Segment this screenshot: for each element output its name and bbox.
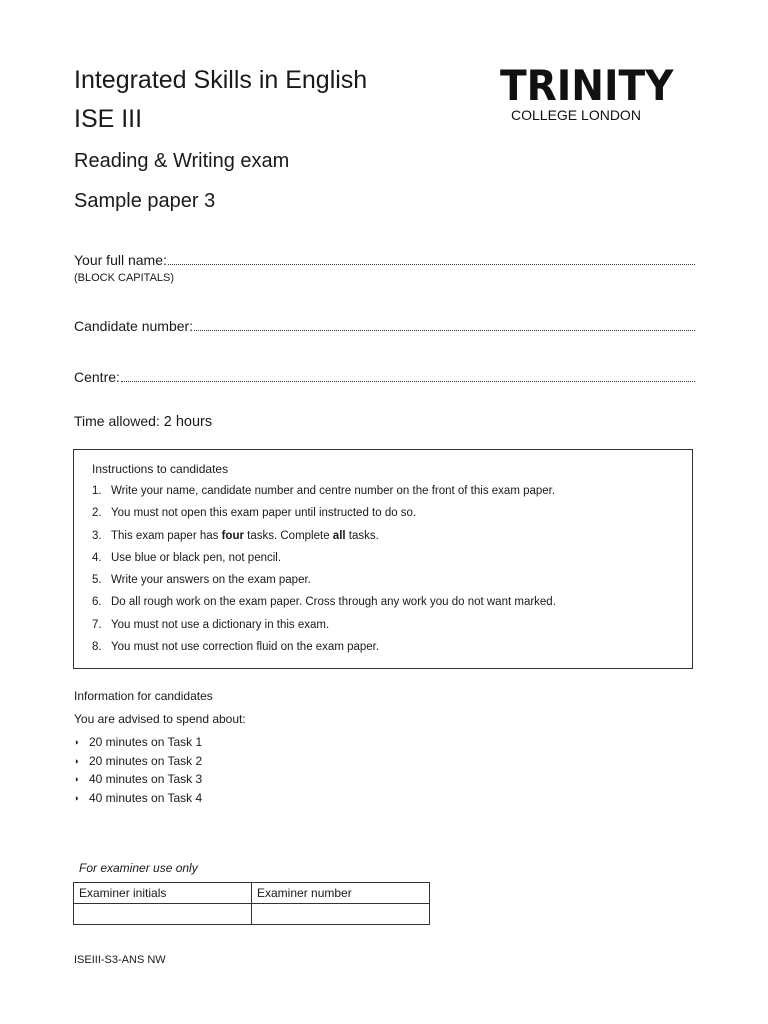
list-item: ◗ 40 minutes on Task 3 xyxy=(74,772,203,787)
time-allowed xyxy=(74,413,212,430)
document-code: ISEIII-S3-ANS NW xyxy=(74,954,166,966)
trinity-logo xyxy=(500,61,696,123)
instructions-list xyxy=(92,484,556,662)
list-item: ◗ 20 minutes on Task 2 xyxy=(74,753,203,768)
instructions-box xyxy=(73,449,693,669)
bullet-icon: ◗ xyxy=(74,774,80,785)
exam-type: Reading & Writing exam xyxy=(74,150,290,172)
instruction-item: 5. Write your answers on the exam paper. xyxy=(92,574,311,587)
time-allowed-value: 2 hours xyxy=(163,414,213,430)
block-capitals-note: (BLOCK CAPITALS) xyxy=(74,272,175,284)
list-item: ◗ 40 minutes on Task 4 xyxy=(74,790,203,805)
centre-label: Centre: xyxy=(74,369,120,385)
information-subtitle: You are advised to spend about: xyxy=(74,712,246,726)
centre-field xyxy=(74,369,695,385)
examiner-number-header: Examiner number xyxy=(252,883,430,904)
full-name-line[interactable] xyxy=(168,264,695,265)
examiner-initials-header: Examiner initials xyxy=(74,883,252,904)
list-item: ◗ 20 minutes on Task 1 xyxy=(74,735,203,750)
candidate-number-label: Candidate number: xyxy=(74,318,194,334)
task-time-list xyxy=(74,733,202,807)
full-name-field xyxy=(74,252,695,268)
instruction-item: 3. This exam paper has four tasks. Complete all tasks. xyxy=(92,529,379,542)
instruction-item: 1. Write your name, candidate number and centre number on the front of this exam paper. xyxy=(92,485,556,497)
candidate-number-line[interactable] xyxy=(194,330,695,331)
title-line-2: ISE III xyxy=(74,105,143,133)
examiner-number-cell[interactable] xyxy=(252,904,430,925)
title-line-1: Integrated Skills in English xyxy=(74,66,368,94)
instruction-item: 6. Do all rough work on the exam paper. Cross through any work you do not want marked. xyxy=(92,596,556,609)
examiner-initials-cell[interactable] xyxy=(74,904,252,925)
bullet-icon: ◗ xyxy=(74,737,80,748)
bullet-icon: ◗ xyxy=(74,792,80,803)
instructions-title: Instructions to candidates xyxy=(92,462,229,476)
centre-line[interactable] xyxy=(121,381,695,382)
instruction-item: 7. You must not use a dictionary in this exam. xyxy=(92,618,330,631)
information-title: Information for candidates xyxy=(74,689,213,703)
full-name-label: Your full name: xyxy=(74,252,167,268)
instruction-item: 2. You must not open this exam paper until instructed to do so. xyxy=(92,507,417,520)
sample-paper-label: Sample paper 3 xyxy=(74,190,216,212)
logo-sub-text: COLLEGE LONDON xyxy=(511,107,641,123)
instruction-item: 4. Use blue or black pen, not pencil. xyxy=(92,551,282,564)
instruction-item: 8. You must not use correction fluid on the exam paper. xyxy=(92,641,380,654)
examiner-table xyxy=(73,882,430,925)
bullet-icon: ◗ xyxy=(74,755,80,766)
logo-main-text: TRINITY xyxy=(500,61,674,110)
examiner-use-label: For examiner use only xyxy=(79,861,198,875)
time-allowed-label: Time allowed: xyxy=(74,413,160,429)
candidate-number-field xyxy=(74,318,695,334)
